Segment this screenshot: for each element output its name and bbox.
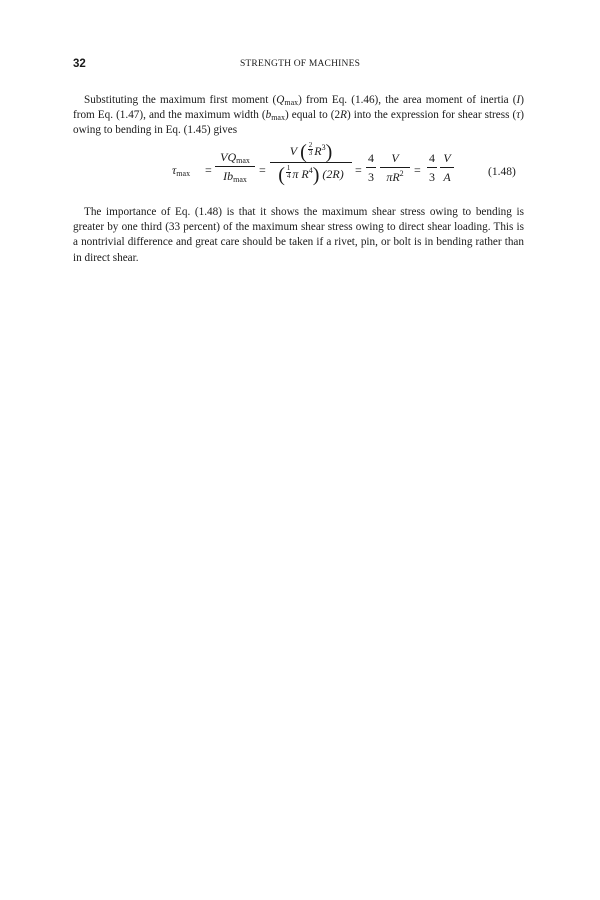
eq-equals-4: = [414, 163, 421, 177]
eq-tau-subscript: max [176, 169, 191, 178]
page-number: 32 [73, 58, 86, 70]
eq-f3-coef-n: 4 [368, 151, 374, 165]
p2-text: The importance of Eq. (1.48) is that it shows the maximum shear stress owing to bending is greater by one third (33 percent) of the maximum shear stress owing to direct shear loading. This is a nontrivial difference and great care should be taken if a rivet, pin, or bolt is in bending rather than in direct shear. [73, 206, 524, 264]
eq-f2-num-frac-n: 2 [308, 141, 313, 149]
eq-f4-den: A [443, 170, 451, 184]
running-head: STRENGTH OF MACHINES [239, 59, 361, 69]
eq-f2-r-exp: 3 [321, 143, 326, 152]
p1-q-symbol: Q [276, 94, 285, 106]
eq-fraction-3-coef [366, 151, 376, 185]
eq-f3-num: V [391, 151, 399, 165]
eq-f4-bar [440, 167, 454, 168]
eq-lhs [172, 163, 190, 178]
p1-b-symbol: b [265, 109, 272, 122]
eq-f3-den-exp: 2 [399, 169, 404, 178]
eq-equals-2: = [259, 163, 266, 177]
eq-f3-den: πR [386, 170, 400, 184]
eq-tau: τ [172, 163, 177, 177]
eq-f2-r: R [314, 144, 322, 158]
eq-f4-num: V [443, 151, 451, 165]
p1-r-symbol: R [340, 109, 347, 122]
p1-i-symbol: I [516, 94, 521, 106]
eq-f2-den-frac-d: 4 [286, 172, 291, 180]
eq-f2-bar [270, 162, 352, 163]
p1-text-6: ) owing to bending in Eq. (1.45) gives [73, 109, 524, 137]
eq-fraction-4 [440, 151, 454, 185]
eq-f1-num-sub: max [236, 156, 250, 165]
p1-text-4: ) equal to (2 [284, 109, 341, 122]
eq-f2-num-frac-d: 3 [308, 149, 313, 157]
p1-b-subscript: max [271, 113, 285, 123]
eq-fraction-4-coef [427, 151, 437, 185]
p1-text-2: ) from Eq. (1.46), the area moment of inertia ( [298, 94, 517, 106]
p1-tau-symbol: τ [516, 109, 521, 122]
eq-f4-coef-n: 4 [429, 151, 435, 165]
paragraph-importance [73, 205, 524, 266]
p1-q-subscript: max [284, 98, 299, 107]
p1-text-1: Substituting the maximum first moment ( [84, 94, 277, 106]
eq-equals-1: = [205, 163, 212, 177]
eq-f2-pi-r: π R [292, 167, 309, 181]
equation-number: (1.48) [488, 166, 516, 178]
eq-fraction-2: V ( $\frac{2}{3}$ $R^3$) ( $\frac{1}{4}$ π $R^4$) (2R) [270, 142, 352, 184]
eq-f2-v: V [289, 144, 298, 158]
eq-f1-den: Ib [223, 169, 234, 183]
eq-f2-den-tail: (2R) [322, 167, 344, 181]
paragraph-substitution [73, 93, 524, 139]
eq-fraction-3 [380, 151, 410, 185]
eq-f4-coef-bar [427, 167, 437, 168]
eq-f2-den-frac-n: 1 [286, 164, 291, 172]
p1-text-3: ) from Eq. (1.47), and the maximum width ( [73, 94, 524, 122]
eq-f4-coef-d: 3 [429, 170, 435, 184]
eq-f2-r4-exp: 4 [308, 166, 313, 175]
eq-f3-bar [380, 167, 410, 168]
eq-f1-bar [215, 166, 255, 167]
eq-f3-coef-bar [366, 167, 376, 168]
eq-fraction-1 [215, 150, 255, 184]
eq-equals-3: = [355, 163, 362, 177]
eq-f3-coef-d: 3 [368, 170, 374, 184]
p1-text-5: ) into the expression for shear stress ( [346, 109, 517, 122]
eq-f1-num: VQ [220, 150, 237, 164]
equation-1-48 [0, 142, 600, 198]
eq-f1-den-sub: max [233, 175, 247, 184]
